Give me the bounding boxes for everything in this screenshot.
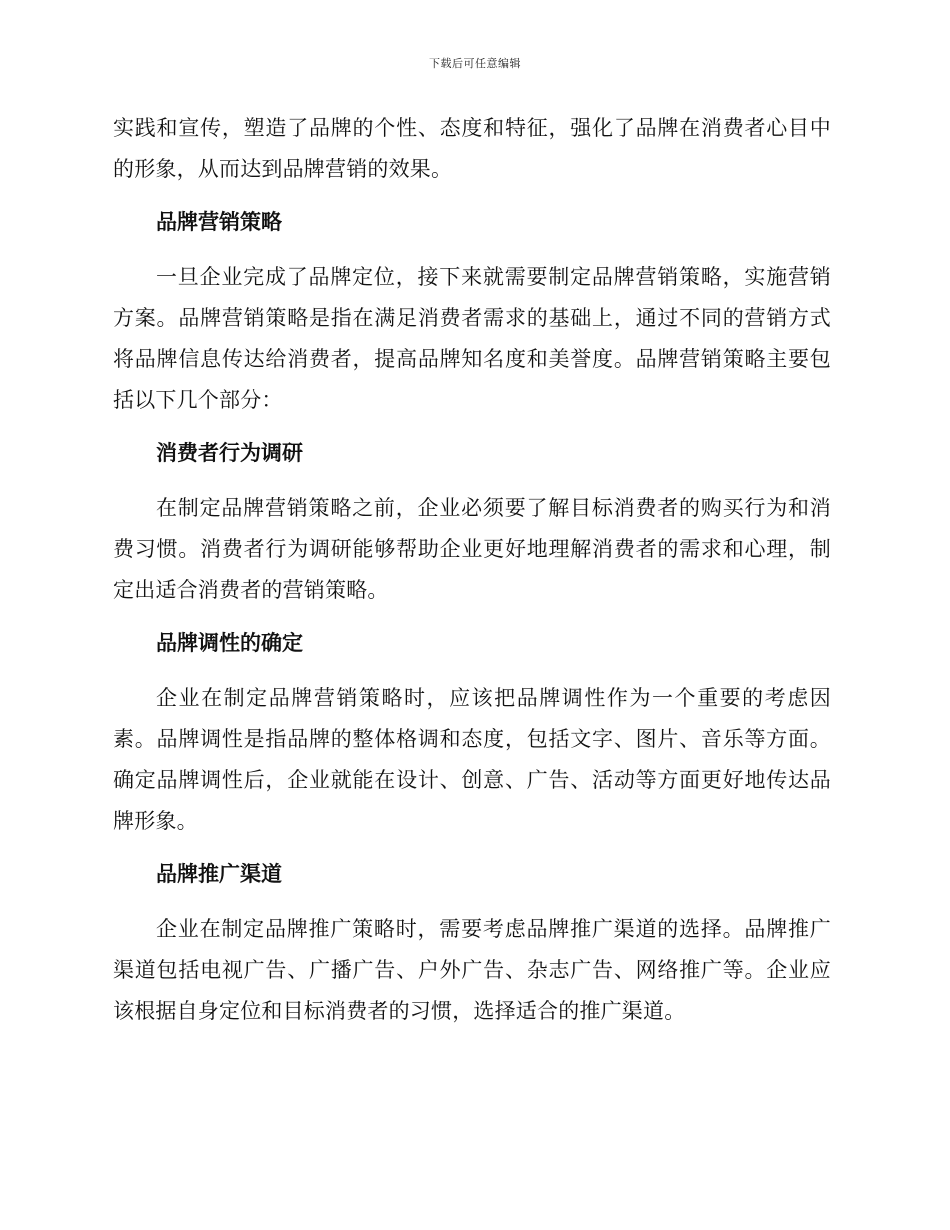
section-paragraph-consumer-research: 在制定品牌营销策略之前，企业必须要了解目标消费者的购买行为和消费习惯。消费者行为调研能够帮助企业更好地理解消费者的需求和心理，制定出适合消费者的营销策略。 [113,496,831,602]
spacer [113,190,831,202]
intro-paragraph: 实践和宣传，塑造了品牌的个性、态度和特征，强化了品牌在消费者心目中的形象，从而达到品牌营销的效果。 [113,116,831,181]
section-paragraph-promotion-channels: 企业在制定品牌推广策略时，需要考虑品牌推广渠道的选择。品牌推广渠道包括电视广告、广播广告、户外广告、杂志广告、网络推广等。企业应该根据自身定位和目标消费者的习惯，选择适合的推广渠道。 [113,917,831,1023]
spacer [113,474,831,488]
section-heading-brand-tone: 品牌调性的确定 [156,631,303,655]
spacer [113,243,831,257]
spacer [113,421,831,433]
section-heading-brand-marketing-strategy: 品牌营销策略 [156,210,282,234]
spacer [113,611,831,623]
section-paragraph-brand-marketing-strategy: 一旦企业完成了品牌定位，接下来就需要制定品牌营销策略，实施营销方案。品牌营销策略是指在满足消费者需求的基础上，通过不同的营销方式将品牌信息传达给消费者，提高品牌知名度和美誉度。品牌营销策略主要包括以下几个部分： [113,265,831,412]
section-paragraph-brand-tone: 企业在制定品牌营销策略时，应该把品牌调性作为一个重要的考虑因素。品牌调性是指品牌的整体格调和态度，包括文字、图片、音乐等方面。确定品牌调性后，企业就能在设计、创意、广告、活动等方面更好地传达品牌形象。 [113,686,831,833]
spacer [113,842,831,854]
spacer [113,895,831,909]
document-body [113,108,831,1032]
section-heading-promotion-channels: 品牌推广渠道 [156,862,282,886]
spacer [113,664,831,678]
section-heading-consumer-research: 消费者行为调研 [156,441,303,465]
page-header-note: 下载后可任意编辑 [429,57,521,70]
